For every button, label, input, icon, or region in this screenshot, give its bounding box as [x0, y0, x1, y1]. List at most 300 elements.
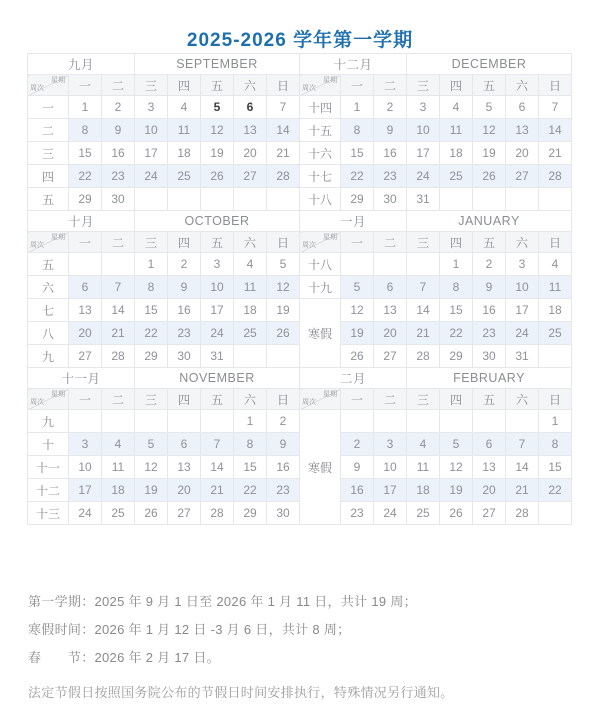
weekday-header: 日	[539, 232, 572, 253]
day-cell: 26	[341, 345, 374, 368]
weekday-header: 一	[69, 232, 102, 253]
day-cell: 28	[102, 345, 135, 368]
corner-label-weekday: 星期	[323, 234, 337, 241]
day-cell: 22	[135, 322, 168, 345]
day-cell: 30	[168, 345, 201, 368]
day-cell: 22	[539, 479, 572, 502]
weekday-header: 日	[539, 389, 572, 410]
week-number-cell: 十四	[300, 96, 341, 119]
day-cell: 9	[374, 119, 407, 142]
week-weekday-corner-cell	[300, 75, 341, 96]
weekday-header: 二	[374, 232, 407, 253]
week-number-cell: 六	[28, 276, 69, 299]
day-cell: 24	[69, 502, 102, 525]
day-cell: 14	[201, 456, 234, 479]
week-number-cell: 十五	[300, 119, 341, 142]
day-cell: 12	[440, 456, 473, 479]
day-cell: 20	[168, 479, 201, 502]
week-number-cell: 七	[28, 299, 69, 322]
day-cell: 12	[473, 119, 506, 142]
day-cell	[168, 410, 201, 433]
day-cell: 8	[539, 433, 572, 456]
day-cell: 21	[102, 322, 135, 345]
weekday-header: 二	[102, 232, 135, 253]
day-cell: 21	[407, 322, 440, 345]
day-cell: 21	[201, 479, 234, 502]
day-cell: 7	[102, 276, 135, 299]
day-cell: 5	[267, 253, 300, 276]
day-cell: 1	[69, 96, 102, 119]
day-cell: 6	[234, 96, 267, 119]
day-cell: 2	[168, 253, 201, 276]
day-cell: 28	[506, 502, 539, 525]
day-cell: 26	[267, 322, 300, 345]
day-cell: 29	[135, 345, 168, 368]
weekday-header: 四	[440, 75, 473, 96]
weekday-header: 三	[407, 75, 440, 96]
corner-label-weeknum: 周次	[302, 399, 316, 406]
spring-festival-line: 春 节：2026 年 2 月 17 日。	[28, 650, 220, 665]
day-cell	[341, 410, 374, 433]
day-cell: 11	[440, 119, 473, 142]
day-cell	[267, 345, 300, 368]
day-cell: 10	[201, 276, 234, 299]
day-cell: 18	[168, 142, 201, 165]
weekday-header: 六	[506, 75, 539, 96]
day-cell: 17	[135, 142, 168, 165]
month-name-cn: 二月	[300, 368, 407, 389]
day-cell: 23	[267, 479, 300, 502]
day-cell: 19	[135, 479, 168, 502]
day-cell	[69, 253, 102, 276]
day-cell: 4	[407, 433, 440, 456]
day-cell: 7	[539, 96, 572, 119]
day-cell: 20	[374, 322, 407, 345]
day-cell: 15	[234, 456, 267, 479]
day-cell	[473, 188, 506, 211]
day-cell	[201, 188, 234, 211]
weekday-header: 三	[135, 75, 168, 96]
day-cell: 23	[341, 502, 374, 525]
day-cell: 1	[539, 410, 572, 433]
day-cell: 8	[341, 119, 374, 142]
day-cell: 24	[135, 165, 168, 188]
day-cell: 29	[440, 345, 473, 368]
weekday-header: 二	[102, 75, 135, 96]
day-cell: 22	[69, 165, 102, 188]
week-number-cell: 十三	[28, 502, 69, 525]
semester-dates-line: 第一学期：2025 年 9 月 1 日至 2026 年 1 月 11 日，共计 19 周；	[28, 594, 417, 609]
day-cell	[69, 410, 102, 433]
month-table-february	[299, 367, 572, 525]
weekday-header: 三	[407, 232, 440, 253]
day-cell: 24	[374, 502, 407, 525]
week-number-cell: 八	[28, 322, 69, 345]
day-cell: 20	[234, 142, 267, 165]
day-cell: 22	[440, 322, 473, 345]
day-cell: 8	[440, 276, 473, 299]
week-number-cell: 二	[28, 119, 69, 142]
week-number-cell: 五	[28, 253, 69, 276]
month-name-en: OCTOBER	[135, 211, 300, 232]
weekday-header: 三	[407, 389, 440, 410]
day-cell: 21	[539, 142, 572, 165]
weekday-header: 六	[234, 75, 267, 96]
weekday-header: 六	[506, 389, 539, 410]
day-cell: 24	[506, 322, 539, 345]
day-cell: 20	[473, 479, 506, 502]
day-cell: 11	[102, 456, 135, 479]
day-cell: 26	[440, 502, 473, 525]
vacation-label-cell: 寒假	[300, 410, 341, 525]
week-weekday-corner-cell	[28, 389, 69, 410]
day-cell: 28	[267, 165, 300, 188]
day-cell: 31	[201, 345, 234, 368]
day-cell: 14	[267, 119, 300, 142]
day-cell: 3	[506, 253, 539, 276]
day-cell: 6	[374, 276, 407, 299]
weekday-header: 一	[341, 232, 374, 253]
weekday-header: 日	[539, 75, 572, 96]
day-cell: 2	[374, 96, 407, 119]
week-weekday-corner-cell	[300, 389, 341, 410]
day-cell: 13	[374, 299, 407, 322]
day-cell: 16	[168, 299, 201, 322]
day-cell: 6	[473, 433, 506, 456]
day-cell: 15	[69, 142, 102, 165]
day-cell: 13	[234, 119, 267, 142]
day-cell: 16	[267, 456, 300, 479]
day-cell: 31	[506, 345, 539, 368]
month-name-en: NOVEMBER	[135, 368, 300, 389]
day-cell: 12	[201, 119, 234, 142]
day-cell: 27	[168, 502, 201, 525]
month-name-cn: 十一月	[28, 368, 135, 389]
day-cell: 18	[407, 479, 440, 502]
day-cell: 20	[69, 322, 102, 345]
day-cell: 6	[69, 276, 102, 299]
weekday-header: 二	[374, 75, 407, 96]
day-cell: 28	[539, 165, 572, 188]
day-cell: 9	[341, 456, 374, 479]
day-cell	[407, 253, 440, 276]
day-cell: 14	[407, 299, 440, 322]
weekday-header: 六	[234, 232, 267, 253]
day-cell: 4	[440, 96, 473, 119]
day-cell: 19	[341, 322, 374, 345]
day-cell: 9	[102, 119, 135, 142]
weekday-header: 五	[473, 232, 506, 253]
legal-holiday-note: 法定节假日按照国务院公布的节假日时间安排执行，特殊情况另行通知。	[28, 685, 454, 700]
day-cell	[506, 410, 539, 433]
day-cell: 11	[407, 456, 440, 479]
day-cell: 30	[102, 188, 135, 211]
week-number-cell: 九	[28, 410, 69, 433]
day-cell: 14	[539, 119, 572, 142]
day-cell: 18	[440, 142, 473, 165]
day-cell	[135, 188, 168, 211]
day-cell	[102, 410, 135, 433]
week-weekday-corner-cell	[28, 75, 69, 96]
week-number-cell: 三	[28, 142, 69, 165]
day-cell: 13	[69, 299, 102, 322]
day-cell: 21	[506, 479, 539, 502]
day-cell: 29	[234, 502, 267, 525]
day-cell: 18	[234, 299, 267, 322]
week-number-cell: 四	[28, 165, 69, 188]
day-cell: 17	[374, 479, 407, 502]
corner-label-weeknum: 周次	[30, 242, 44, 249]
day-cell	[407, 410, 440, 433]
day-cell: 27	[473, 502, 506, 525]
day-cell	[102, 253, 135, 276]
day-cell: 15	[539, 456, 572, 479]
month-name-cn: 十月	[28, 211, 135, 232]
day-cell: 23	[168, 322, 201, 345]
corner-label-weeknum: 周次	[302, 85, 316, 92]
weekday-header: 四	[168, 232, 201, 253]
week-weekday-corner-cell	[28, 232, 69, 253]
day-cell: 7	[407, 276, 440, 299]
month-table-september	[27, 53, 300, 211]
day-cell: 15	[341, 142, 374, 165]
day-cell: 2	[341, 433, 374, 456]
corner-label-weekday: 星期	[51, 234, 65, 241]
day-cell	[374, 253, 407, 276]
day-cell: 25	[102, 502, 135, 525]
week-number-cell: 九	[28, 345, 69, 368]
weekday-header: 三	[135, 232, 168, 253]
day-cell	[201, 410, 234, 433]
page-title: 2025-2026 学年第一学期	[186, 30, 414, 51]
day-cell: 29	[69, 188, 102, 211]
day-cell	[440, 410, 473, 433]
month-name-en: JANUARY	[407, 211, 572, 232]
day-cell	[135, 410, 168, 433]
day-cell: 1	[341, 96, 374, 119]
day-cell: 18	[102, 479, 135, 502]
day-cell: 19	[201, 142, 234, 165]
day-cell	[267, 188, 300, 211]
day-cell: 19	[473, 142, 506, 165]
day-cell: 5	[135, 433, 168, 456]
day-cell: 16	[102, 142, 135, 165]
day-cell: 10	[69, 456, 102, 479]
month-table-november	[27, 367, 300, 525]
day-cell: 3	[374, 433, 407, 456]
day-cell	[234, 188, 267, 211]
day-cell: 18	[539, 299, 572, 322]
day-cell: 3	[69, 433, 102, 456]
week-number-cell: 五	[28, 188, 69, 211]
week-weekday-corner-cell	[300, 232, 341, 253]
day-cell: 3	[135, 96, 168, 119]
day-cell: 27	[69, 345, 102, 368]
day-cell: 16	[374, 142, 407, 165]
day-cell	[168, 188, 201, 211]
weekday-header: 四	[440, 232, 473, 253]
day-cell: 4	[539, 253, 572, 276]
day-cell: 16	[341, 479, 374, 502]
weekday-header: 五	[201, 389, 234, 410]
day-cell: 14	[506, 456, 539, 479]
corner-label-weeknum: 周次	[302, 242, 316, 249]
weekday-header: 一	[69, 389, 102, 410]
corner-label-weekday: 星期	[51, 391, 65, 398]
day-cell	[473, 410, 506, 433]
day-cell: 9	[168, 276, 201, 299]
week-number-cell: 十六	[300, 142, 341, 165]
day-cell: 13	[473, 456, 506, 479]
day-cell: 26	[135, 502, 168, 525]
day-cell: 7	[201, 433, 234, 456]
day-cell: 24	[201, 322, 234, 345]
weekday-header: 一	[69, 75, 102, 96]
week-number-cell: 十九	[300, 276, 341, 299]
day-cell: 26	[473, 165, 506, 188]
weekday-header: 日	[267, 75, 300, 96]
day-cell: 25	[234, 322, 267, 345]
day-cell: 11	[168, 119, 201, 142]
month-table-december	[299, 53, 572, 211]
calendar-grid	[27, 53, 572, 525]
day-cell: 7	[506, 433, 539, 456]
day-cell	[539, 502, 572, 525]
day-cell: 13	[168, 456, 201, 479]
day-cell: 17	[407, 142, 440, 165]
day-cell: 30	[374, 188, 407, 211]
day-cell: 19	[267, 299, 300, 322]
day-cell: 9	[267, 433, 300, 456]
day-cell: 23	[102, 165, 135, 188]
week-number-cell: 十八	[300, 188, 341, 211]
corner-label-weeknum: 周次	[30, 399, 44, 406]
weekday-header: 五	[473, 389, 506, 410]
day-cell: 28	[201, 502, 234, 525]
weekday-header: 一	[341, 389, 374, 410]
day-cell: 1	[135, 253, 168, 276]
month-name-cn: 九月	[28, 54, 135, 75]
day-cell: 5	[341, 276, 374, 299]
day-cell: 13	[506, 119, 539, 142]
day-cell: 28	[407, 345, 440, 368]
day-cell: 10	[407, 119, 440, 142]
day-cell: 5	[201, 96, 234, 119]
week-number-cell: 十七	[300, 165, 341, 188]
day-cell	[341, 253, 374, 276]
weekday-header: 五	[473, 75, 506, 96]
day-cell: 8	[135, 276, 168, 299]
day-cell: 6	[168, 433, 201, 456]
week-number-cell: 十	[28, 433, 69, 456]
day-cell: 25	[440, 165, 473, 188]
day-cell: 29	[341, 188, 374, 211]
day-cell: 8	[69, 119, 102, 142]
day-cell: 23	[473, 322, 506, 345]
day-cell: 2	[102, 96, 135, 119]
day-cell: 15	[440, 299, 473, 322]
month-table-october	[27, 210, 300, 368]
day-cell: 22	[234, 479, 267, 502]
corner-label-weekday: 星期	[323, 391, 337, 398]
weekday-header: 五	[201, 75, 234, 96]
day-cell: 12	[135, 456, 168, 479]
day-cell: 25	[539, 322, 572, 345]
day-cell: 27	[234, 165, 267, 188]
day-cell: 30	[267, 502, 300, 525]
weekday-header: 日	[267, 232, 300, 253]
day-cell: 12	[341, 299, 374, 322]
vacation-label-cell: 寒假	[300, 299, 341, 368]
day-cell: 25	[407, 502, 440, 525]
day-cell	[440, 188, 473, 211]
day-cell: 22	[341, 165, 374, 188]
corner-label-weekday: 星期	[51, 77, 65, 84]
day-cell: 1	[440, 253, 473, 276]
month-name-cn: 十二月	[300, 54, 407, 75]
day-cell: 3	[407, 96, 440, 119]
day-cell: 25	[168, 165, 201, 188]
day-cell: 2	[473, 253, 506, 276]
day-cell: 10	[135, 119, 168, 142]
day-cell: 11	[539, 276, 572, 299]
day-cell: 4	[168, 96, 201, 119]
weekday-header: 六	[506, 232, 539, 253]
day-cell	[539, 345, 572, 368]
weekday-header: 四	[168, 389, 201, 410]
month-name-en: FEBRUARY	[407, 368, 572, 389]
winter-vacation-line: 寒假时间：2026 年 1 月 12 日 -3 月 6 日，共计 8 周；	[28, 622, 351, 637]
day-cell: 4	[102, 433, 135, 456]
weekday-header: 二	[374, 389, 407, 410]
day-cell	[374, 410, 407, 433]
day-cell: 21	[267, 142, 300, 165]
day-cell: 6	[506, 96, 539, 119]
weekday-header: 四	[168, 75, 201, 96]
day-cell: 23	[374, 165, 407, 188]
weekday-header: 五	[201, 232, 234, 253]
weekday-header: 二	[102, 389, 135, 410]
day-cell: 27	[374, 345, 407, 368]
day-cell: 3	[201, 253, 234, 276]
day-cell: 16	[473, 299, 506, 322]
day-cell	[539, 188, 572, 211]
day-cell: 8	[234, 433, 267, 456]
day-cell: 17	[69, 479, 102, 502]
weekday-header: 一	[341, 75, 374, 96]
day-cell: 27	[506, 165, 539, 188]
day-cell: 14	[102, 299, 135, 322]
weekday-header: 三	[135, 389, 168, 410]
calendar-left-column	[27, 53, 300, 525]
week-number-cell: 十一	[28, 456, 69, 479]
month-name-en: DECEMBER	[407, 54, 572, 75]
day-cell: 10	[506, 276, 539, 299]
week-number-cell: 十二	[28, 479, 69, 502]
month-name-cn: 一月	[300, 211, 407, 232]
corner-label-weeknum: 周次	[30, 85, 44, 92]
day-cell: 24	[407, 165, 440, 188]
day-cell: 31	[407, 188, 440, 211]
day-cell: 30	[473, 345, 506, 368]
day-cell: 12	[267, 276, 300, 299]
day-cell: 11	[234, 276, 267, 299]
weekday-header: 六	[234, 389, 267, 410]
day-cell: 26	[201, 165, 234, 188]
week-number-cell: 一	[28, 96, 69, 119]
day-cell: 17	[201, 299, 234, 322]
calendar-right-column	[299, 53, 572, 525]
